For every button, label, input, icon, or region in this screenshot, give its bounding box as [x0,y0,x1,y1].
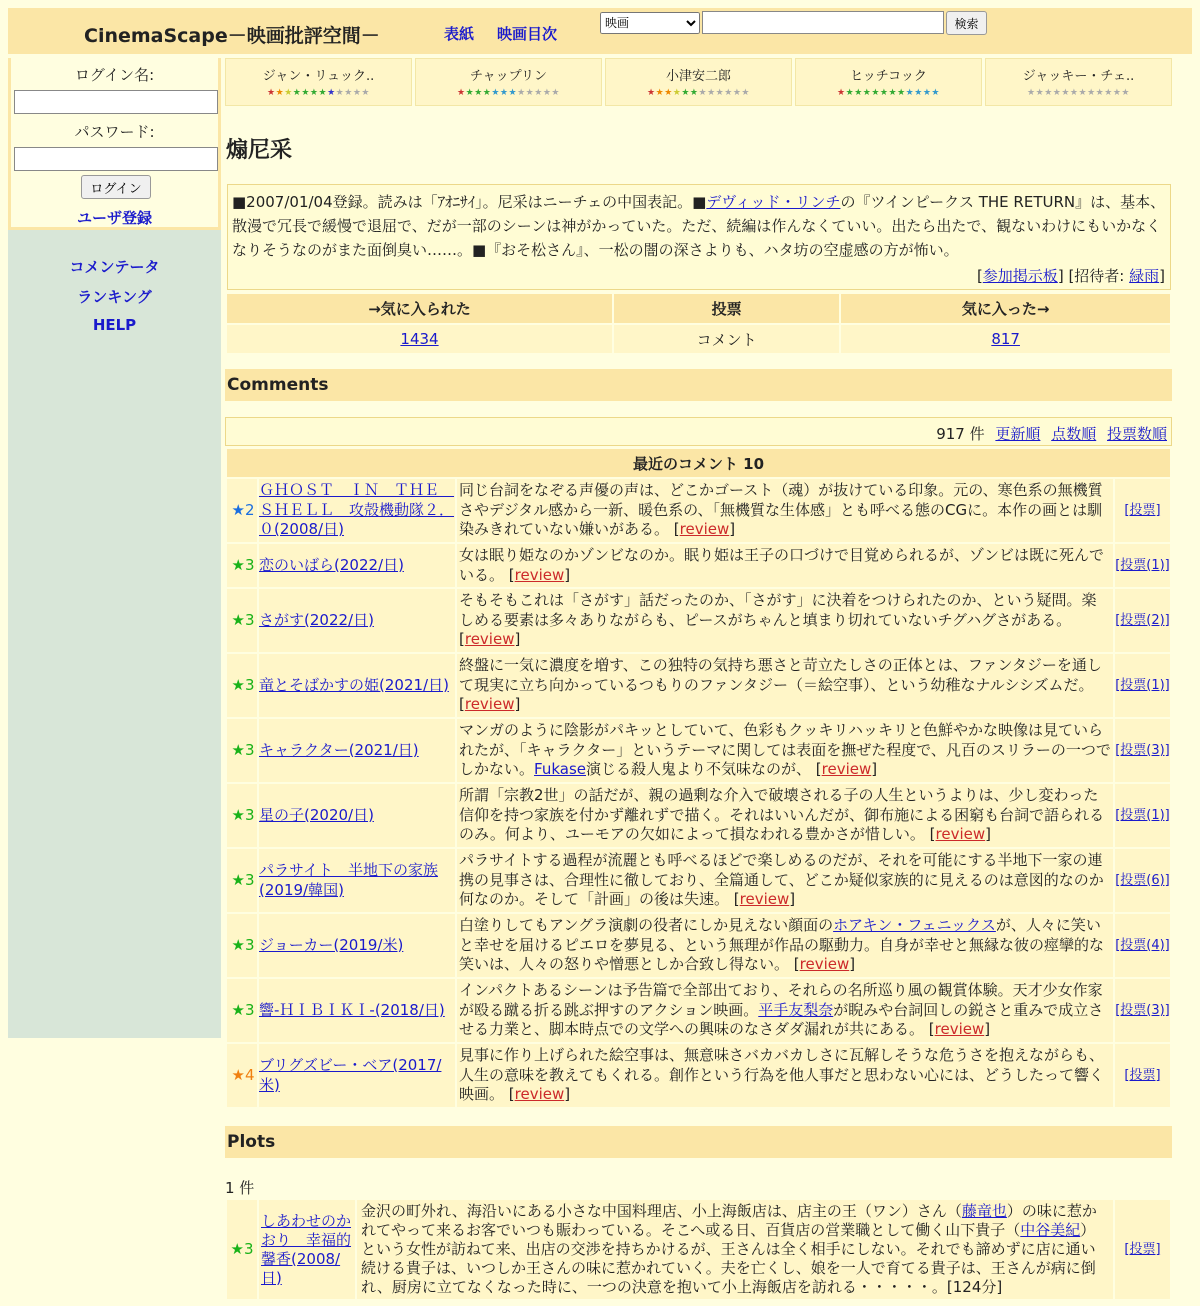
star-icon: ★ [905,88,915,98]
profile-text: の『ツインピークス THE RETURN』は、基本、散漫で冗長で緩慢で退屈で、だが一部のシーンは神がかっていた。ただ、続編は作んなくていい。出たら出たで、観ないわけにもいかなくなりそうなのがまた面倒臭い……。■『おそ松さん』、一松の闇の深さよりも、ハタ坊の空虚感の方が怖い。 [232,193,1166,259]
vote-link[interactable]: [投票(6)] [1115,872,1170,888]
sidebar-item-help[interactable]: HELP [92,316,137,334]
bbs-link[interactable]: 参加掲示板 [982,267,1058,285]
recommender-cell[interactable] [795,58,982,106]
movie-title-link[interactable]: キャラクター(2021/日) [259,740,419,759]
actor-link[interactable]: 中谷美紀 [1020,1221,1081,1239]
recommender-strip [225,58,1172,106]
star-icon: ★ [499,88,509,98]
rating-star: ★4 [231,1065,255,1084]
movie-title-link[interactable]: 恋のいばら(2022/日) [259,555,404,574]
star-icon: ★ [837,88,846,98]
votes-value: コメント [614,325,839,353]
recommender-name[interactable]: ジャン・リュック.. [262,69,375,84]
sidebar-item-ranking[interactable]: ランキング [77,288,152,306]
star-icon: ★ [309,88,319,98]
star-icon: ★ [344,88,353,98]
recommender-name[interactable]: ヒッチコック [850,69,927,84]
star-icon: ★ [681,88,690,98]
favorites-count[interactable]: 817 [991,330,1020,348]
star-icon: ★ [1112,88,1122,98]
movie-title-link[interactable]: 響-ＨＩＢＩＫＩ-(2018/日) [259,1000,445,1019]
rating-stars [226,89,411,98]
search-button[interactable]: 検索 [946,11,987,35]
review-link[interactable]: review [935,825,986,844]
rating-stars [416,89,601,98]
rating-star: ★3 [231,805,255,824]
star-icon: ★ [871,88,880,98]
movie-title-link[interactable]: 星の子(2020/日) [259,805,374,824]
star-icon: ★ [1104,88,1113,98]
movie-title-link[interactable]: 竜とそばかすの姫(2021/日) [259,675,449,694]
review-link[interactable]: review [464,695,515,714]
movie-title-link[interactable]: ブリグズビー・ベア(2017/米) [259,1056,442,1094]
star-icon: ★ [457,88,466,98]
recommender-name[interactable]: ジャッキー・チェ.. [1022,69,1135,84]
star-icon: ★ [724,88,733,98]
login-name-label: ログイン名: [74,66,155,84]
sort-by-votes-link[interactable]: 投票数順 [1106,425,1167,443]
star-icon: ★ [897,88,906,98]
star-icon: ★ [698,88,708,98]
vote-link[interactable]: [投票(3)] [1115,1002,1170,1018]
site-header [8,8,1192,54]
comment-text: 女は眠り姫なのかゾンビなのか。眠り姫は王子の口づけで目覚められるが、ゾンビは既に死んでいる。 [review] [457,544,1113,587]
sort-by-update-link[interactable]: 更新順 [995,425,1041,443]
person-link[interactable]: ホアキン・フェニックス [833,916,996,935]
vote-link[interactable]: [投票] [1124,1242,1161,1257]
comment-count-bar [225,417,1172,446]
rating-star: ★3 [231,1000,255,1019]
profile-footer: [参加掲示板] [招待者: 緑雨] [976,267,1165,285]
site-title[interactable]: CinemaScape－映画批評空間－ [84,25,380,47]
recommender-cell[interactable] [415,58,602,106]
password-label: パスワード: [74,123,155,141]
star-icon: ★ [647,88,656,98]
rating-star: ★3 [231,740,255,759]
star-icon: ★ [1121,88,1130,98]
movie-title-link[interactable]: パラサイト 半地下の家族(2019/韓国) [259,861,438,899]
star-icon: ★ [879,88,889,98]
plots-table [225,1198,1172,1301]
star-icon: ★ [888,88,898,98]
comment-text: 見事に作り上げられた絵空事は、無意味さバカバカしさに瓦解しそうな危うさを抱えながらも、人生の意味を教えてもくれる。創作という行為を他人事だと思わない心には、どうしたって響く映画。 [review] [457,1044,1113,1107]
nav-movie-index-link[interactable]: 映画目次 [497,25,558,43]
comment-row [227,849,1170,912]
star-icon: ★ [534,88,543,98]
star-icon: ★ [689,88,699,98]
star-icon: ★ [715,88,725,98]
star-icon: ★ [1078,88,1088,98]
sort-by-score-link[interactable]: 点数順 [1051,425,1097,443]
vote-link[interactable]: [投票(1)] [1115,807,1170,823]
star-icon: ★ [335,88,345,98]
recommender-name[interactable]: 小津安二郎 [665,69,731,84]
star-icon: ★ [922,88,932,98]
recommender-name[interactable]: チャップリン [469,69,548,84]
director-link-lynch[interactable]: デヴィッド・リンチ [706,193,841,211]
comment-row [227,979,1170,1042]
vote-link[interactable]: [投票] [1124,502,1161,518]
star-icon: ★ [352,88,362,98]
review-link[interactable]: review [679,520,730,539]
star-icon: ★ [292,88,302,98]
vote-link[interactable]: [投票(3)] [1115,742,1170,758]
movie-title-link[interactable]: さがす(2022/日) [259,610,374,629]
vote-link[interactable]: [投票(1)] [1115,557,1170,573]
rating-star: ★3 [231,675,255,694]
comment-row [227,479,1170,542]
star-icon: ★ [664,88,673,98]
comment-text: 白塗りしてもアングラ演劇の役者にしか見えない顔面のホアキン・フェニックスが、人々に笑いと幸せを届けるピエロを夢見る、という無理が作品の駆動力。自身が幸せと無縁な彼の痙攣的な笑いは、人々の怒りや憎悪としか合致し得ない。 [review] [457,914,1113,977]
vote-link[interactable]: [投票(4)] [1115,937,1170,953]
vote-link[interactable]: [投票] [1124,1067,1161,1083]
favorited-by-header: →気に入られた [227,294,612,323]
person-link[interactable]: 平手友梨奈 [758,1000,834,1019]
star-icon: ★ [267,88,276,98]
star-icon: ★ [284,88,293,98]
comment-row [227,719,1170,782]
star-icon: ★ [732,88,742,98]
plot-text: 金沢の町外れ、海沿いにある小さな中国料理店、小上海飯店は、店主の王（ワン）さん（藤竜也）の味に惹かれてやって来るお客でいつも賑わっている。そこへ或る日、百貨店の営業職として働く山下貴子（中谷美紀）という女性が訪ねて来、出店の交渉を持ちかけるが、王さんは全く相手にしない。それでも諦めずに店に通い続ける貴子は、いつしか王さんの味に惹かれていく。夫を亡くし、娘を一人で育てる貴子は、王さんが病に倒れ、厨房に立てなくなった時に、一つの決意を抱いて小上海飯店を訪れる・・・・・。[124分] [357,1200,1113,1299]
profile-description [227,184,1171,290]
rating-star: ★3 [231,870,255,889]
star-icon: ★ [1061,88,1070,98]
star-icon: ★ [474,88,483,98]
rating-star: ★3 [231,610,255,629]
comment-row [227,784,1170,847]
plots-section-title: Plots [225,1126,1172,1158]
star-icon: ★ [1044,88,1053,98]
comment-row [227,1044,1170,1107]
comment-text: インパクトあるシーンは予告篇で全部出ており、それらの名所巡り風の観賞体験。天才少女作家が殴る蹴る折る跳ぶ押すのアクション映画。平手友梨奈が睨みや台詞回しの鋭さと重みで成立させる力業と、脚本時点での文学への興味のなさダダ漏れが共にある。 [review] [457,979,1113,1042]
star-icon: ★ [672,88,682,98]
star-icon: ★ [1052,88,1062,98]
comment-row [227,914,1170,977]
actor-link[interactable]: 藤竜也 [961,1202,1007,1220]
rating-stars [986,89,1171,98]
star-icon: ★ [465,88,475,98]
rating-stars [606,89,791,98]
nav-cover-link[interactable]: 表紙 [444,25,475,43]
sidebar-item-commentators[interactable]: コメンテータ [69,258,160,276]
page-title: 煽尼采 [226,138,293,163]
star-icon: ★ [845,88,855,98]
star-icon: ★ [707,88,716,98]
review-link[interactable]: review [739,890,790,909]
star-icon: ★ [318,88,328,98]
votes-header: 投票 [614,294,839,323]
star-icon: ★ [741,88,750,98]
stats-table [225,292,1172,355]
favorited-by-count[interactable]: 1434 [400,330,439,348]
vote-link[interactable]: [投票(1)] [1115,677,1170,693]
comments-table-header: 最近のコメント 10 [227,449,1170,477]
rating-stars [796,89,981,98]
rating-star: ★3 [231,935,255,954]
star-icon: ★ [854,88,863,98]
login-box [8,58,221,230]
vote-link[interactable]: [投票(2)] [1115,612,1170,628]
review-link[interactable]: review [821,760,872,779]
inviter-link[interactable]: 緑雨 [1129,267,1160,285]
comment-text: マンガのように陰影がパキッとしていて、色彩もクッキリハッキリと色鮮やかな映像は見ていられたが、「キャラクター」というテーマに関しては表面を撫ぜた程度で、凡百のスリラーの一つでしかない。Fukase演じる殺人鬼より不気味なのが、 [review] [457,719,1113,782]
recommender-cell[interactable] [225,58,412,106]
movie-title-link[interactable]: しあわせのかおり 幸福的馨香(2008/日) [261,1211,352,1287]
register-link[interactable]: ユーザ登録 [76,209,152,227]
password-input[interactable] [14,147,218,171]
star-icon: ★ [508,88,518,98]
recommender-cell[interactable] [605,58,792,106]
review-link[interactable]: review [514,565,565,584]
comment-row [227,654,1170,717]
comment-text: そもそもこれは「さがす」話だったのか、「さがす」に決着をつけられたのか、という疑問。楽しめる要素は多々ありながらも、ピースがちゃんと填まり切れていないチグハグさがある。 [review] [457,589,1113,652]
star-icon: ★ [361,88,370,98]
star-icon: ★ [542,88,552,98]
search-category-select[interactable] [600,12,700,34]
comment-row [227,589,1170,652]
movie-title-link[interactable]: ＧＨＯＳＴ ＩＮ ＴＨＥ ＳＨＥＬＬ 攻殻機動隊２．０(2008/日) [259,481,455,539]
comment-text: 所謂「宗教2世」の話だが、親の過剰な介入で破壊される子の人生というよりは、少し変わった信仰を持つ家族を付かず離れずで描く。それはいいんだが、御布施による困窮も台詞で語られるのみ。何より、ユーモアの欠如によって損なわれる豊かさが惜しい。 [review] [457,784,1113,847]
profile-text: ■2007/01/04登録。読みは「ｱｵﾆｻｲ」。尼采はニーチェの中国表記。■ [232,193,707,211]
star-icon: ★ [1035,88,1045,98]
star-icon: ★ [862,88,872,98]
comment-text: 同じ台詞をなぞる声優の声は、どこかゴースト（魂）が抜けている印象。元の、寒色系の無機質さやデジタル感から一新、暖色系の、「無機質な生体感」とも呼べる態のCGに。本作の画とは馴染みきれていない嫌いがある。 [review] [457,479,1113,542]
star-icon: ★ [655,88,665,98]
star-icon: ★ [551,88,560,98]
review-link[interactable]: review [934,1020,985,1039]
comment-count: 917 件 [936,425,985,443]
star-icon: ★ [1027,88,1036,98]
star-icon: ★ [327,88,336,98]
favorites-header: 気に入った→ [841,294,1170,323]
search-input[interactable] [702,11,944,34]
star-icon: ★ [491,88,500,98]
star-icon: ★ [1069,88,1079,98]
review-link[interactable]: review [464,630,515,649]
star-icon: ★ [931,88,940,98]
star-icon: ★ [525,88,535,98]
sidebar [8,58,221,1038]
review-link[interactable]: review [799,955,850,974]
star-icon: ★ [482,88,492,98]
star-icon: ★ [1095,88,1105,98]
comment-text: 終盤に一気に濃度を増す、この独特の気持ち悪さと苛立たしさの正体とは、ファンタジーを通して現実に立ち向かっているつもりのファンタジー（＝絵空事）、という幼稚なナルシシズムだ。 [review] [457,654,1113,717]
movie-title-link[interactable]: ジョーカー(2019/米) [259,935,404,954]
plot-count: 1 件 [225,1179,255,1197]
rating-star: ★3 [230,1240,254,1258]
star-icon: ★ [275,88,285,98]
star-icon: ★ [301,88,310,98]
login-button[interactable]: ログイン [81,175,151,199]
comment-row [227,544,1170,587]
rating-star: ★2 [231,500,255,519]
login-name-input[interactable] [14,90,218,114]
star-icon: ★ [914,88,923,98]
rating-star: ★3 [231,555,255,574]
recommender-cell[interactable] [985,58,1172,106]
person-link[interactable]: Fukase [534,760,586,779]
star-icon: ★ [517,88,526,98]
star-icon: ★ [1087,88,1096,98]
comments-section-title: Comments [225,369,1172,401]
review-link[interactable]: review [514,1085,565,1104]
inviter-label: [招待者: [1068,267,1130,285]
comment-text: パラサイトする過程が流麗とも呼べるほどで楽しめるのだが、それを可能にする半地下一家の連携の見事さは、合理性に徹しており、全篇通して、どこか疑似家族的に見えるのは意図的なのか何なのか。そして「計画」の後は失速。 [review] [457,849,1113,912]
comments-table [225,447,1172,1109]
